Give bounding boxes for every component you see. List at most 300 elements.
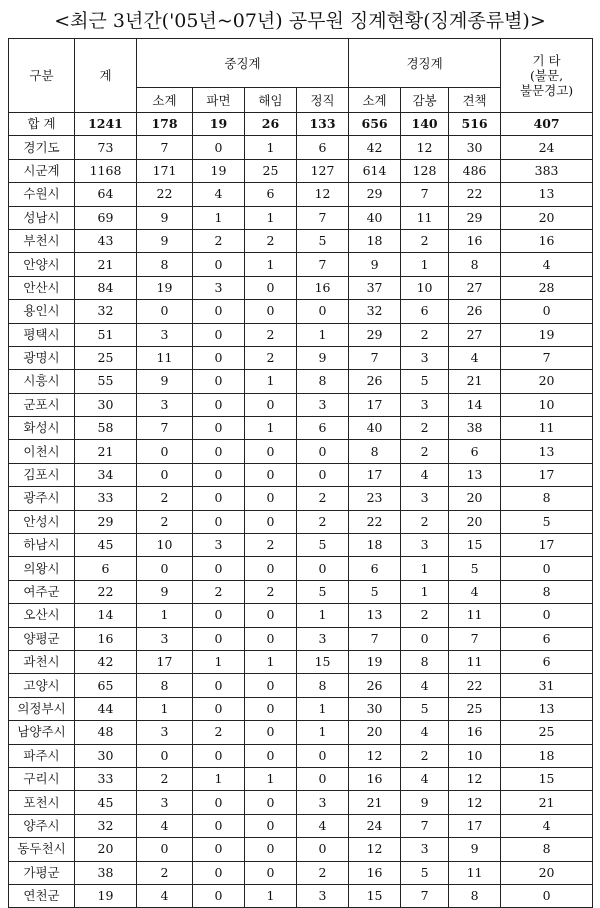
table-cell: 0 (501, 884, 593, 907)
row-label: 연천군 (9, 884, 75, 907)
table-cell: 26 (449, 300, 501, 323)
table-body (9, 113, 593, 908)
table-cell: 10 (401, 276, 449, 299)
table-cell: 45 (75, 534, 137, 557)
table-row (9, 557, 593, 580)
table-cell: 8 (137, 674, 193, 697)
table-cell: 2 (401, 510, 449, 533)
row-label: 시군계 (9, 159, 75, 182)
table-row (9, 136, 593, 159)
table-row (9, 206, 593, 229)
table-row (9, 417, 593, 440)
table-cell: 1 (245, 767, 297, 790)
table-cell: 11 (449, 604, 501, 627)
row-label: 하남시 (9, 534, 75, 557)
table-cell: 3 (401, 393, 449, 416)
table-cell: 1 (401, 557, 449, 580)
table-cell: 12 (349, 744, 401, 767)
row-label: 동두천시 (9, 838, 75, 861)
table-cell: 1 (245, 650, 297, 673)
table-cell: 14 (75, 604, 137, 627)
table-cell: 407 (501, 113, 593, 136)
table-cell: 16 (297, 276, 349, 299)
table-cell: 614 (349, 159, 401, 182)
subheader-cell: 소계 (137, 88, 193, 113)
table-cell: 28 (501, 276, 593, 299)
table-cell: 32 (75, 300, 137, 323)
table-cell: 0 (245, 744, 297, 767)
table-cell: 1 (297, 604, 349, 627)
table-cell: 9 (137, 580, 193, 603)
table-cell: 32 (349, 300, 401, 323)
row-label: 군포시 (9, 393, 75, 416)
table-cell: 30 (449, 136, 501, 159)
subheader-cell: 소계 (349, 88, 401, 113)
table-cell: 11 (449, 861, 501, 884)
table-cell: 1 (245, 206, 297, 229)
table-cell: 0 (193, 370, 245, 393)
table-cell: 0 (193, 440, 245, 463)
table-cell: 2 (401, 440, 449, 463)
table-cell: 21 (75, 440, 137, 463)
table-cell: 37 (349, 276, 401, 299)
row-label: 수원시 (9, 183, 75, 206)
table-cell: 30 (349, 697, 401, 720)
table-cell: 0 (193, 814, 245, 837)
table-cell: 0 (297, 440, 349, 463)
table-cell: 38 (449, 417, 501, 440)
table-cell: 2 (401, 229, 449, 252)
table-cell: 2 (245, 534, 297, 557)
table-cell: 0 (193, 557, 245, 580)
table-cell: 22 (137, 183, 193, 206)
table-cell: 48 (75, 721, 137, 744)
table-cell: 4 (401, 767, 449, 790)
row-label: 부천시 (9, 229, 75, 252)
table-cell: 6 (501, 650, 593, 673)
subheader-cell: 견책 (449, 88, 501, 113)
table-cell: 17 (137, 650, 193, 673)
table-cell: 29 (349, 323, 401, 346)
header-light-discipline: 경징계 (349, 39, 501, 88)
table-row (9, 510, 593, 533)
table-cell: 5 (401, 697, 449, 720)
table-cell: 55 (75, 370, 137, 393)
table-cell: 0 (193, 838, 245, 861)
table-cell: 0 (193, 300, 245, 323)
table-cell: 1 (245, 884, 297, 907)
table-row (9, 697, 593, 720)
table-cell: 1 (245, 253, 297, 276)
header-etc-line: 불문경고) (519, 83, 574, 98)
table-cell: 31 (501, 674, 593, 697)
table-cell: 8 (501, 580, 593, 603)
table-cell: 2 (193, 580, 245, 603)
table-cell: 73 (75, 136, 137, 159)
table-row (9, 604, 593, 627)
table-cell: 2 (401, 604, 449, 627)
table-cell: 0 (297, 744, 349, 767)
table-cell: 13 (449, 463, 501, 486)
table-row (9, 838, 593, 861)
header-total: 계 (75, 39, 137, 113)
table-cell: 17 (449, 814, 501, 837)
table-cell: 27 (449, 323, 501, 346)
table-cell: 23 (349, 487, 401, 510)
table-cell: 0 (193, 487, 245, 510)
table-cell: 20 (501, 861, 593, 884)
table-cell: 19 (501, 323, 593, 346)
header-heavy-discipline: 중징계 (137, 39, 349, 88)
table-cell: 0 (193, 674, 245, 697)
row-label: 파주시 (9, 744, 75, 767)
table-cell: 4 (297, 814, 349, 837)
row-label: 포천시 (9, 791, 75, 814)
table-cell: 40 (349, 417, 401, 440)
table-row (9, 393, 593, 416)
table-cell: 20 (449, 510, 501, 533)
table-cell: 5 (501, 510, 593, 533)
table-cell: 26 (349, 370, 401, 393)
table-cell: 17 (349, 393, 401, 416)
table-cell: 7 (349, 627, 401, 650)
table-cell: 1241 (75, 113, 137, 136)
row-label: 여주군 (9, 580, 75, 603)
table-cell: 7 (449, 627, 501, 650)
table-cell: 20 (75, 838, 137, 861)
row-label: 가평군 (9, 861, 75, 884)
table-cell: 8 (501, 838, 593, 861)
table-cell: 44 (75, 697, 137, 720)
table-cell: 12 (449, 767, 501, 790)
row-label: 안양시 (9, 253, 75, 276)
table-cell: 29 (75, 510, 137, 533)
table-cell: 383 (501, 159, 593, 182)
table-cell: 0 (297, 300, 349, 323)
subheader-cell: 파면 (193, 88, 245, 113)
table-cell: 0 (501, 604, 593, 627)
table-cell: 65 (75, 674, 137, 697)
table-cell: 2 (137, 487, 193, 510)
table-cell: 0 (193, 791, 245, 814)
table-cell: 1 (193, 206, 245, 229)
table-cell: 0 (193, 884, 245, 907)
table-cell: 20 (501, 206, 593, 229)
table-cell: 1 (245, 370, 297, 393)
table-cell: 2 (137, 767, 193, 790)
table-cell: 9 (297, 346, 349, 369)
table-cell: 19 (137, 276, 193, 299)
row-label: 화성시 (9, 417, 75, 440)
table-row (9, 346, 593, 369)
table-cell: 0 (193, 604, 245, 627)
table-row (9, 861, 593, 884)
table-row (9, 253, 593, 276)
table-row (9, 674, 593, 697)
subheader-cell: 해임 (245, 88, 297, 113)
table-cell: 3 (297, 393, 349, 416)
table-cell: 33 (75, 767, 137, 790)
table-row (9, 767, 593, 790)
table-row (9, 580, 593, 603)
table-cell: 13 (349, 604, 401, 627)
table-cell: 0 (193, 253, 245, 276)
table-row (9, 440, 593, 463)
table-cell: 20 (449, 487, 501, 510)
table-cell: 3 (401, 487, 449, 510)
page-title: <최근 3년간('05년~07년) 공무원 징계현황(징계종류별)> (54, 10, 546, 32)
table-cell: 14 (449, 393, 501, 416)
table-cell: 3 (137, 627, 193, 650)
table-cell: 0 (297, 557, 349, 580)
table-cell: 15 (501, 767, 593, 790)
table-cell: 8 (297, 370, 349, 393)
table-cell: 19 (193, 113, 245, 136)
table-cell: 133 (297, 113, 349, 136)
row-label: 광주시 (9, 487, 75, 510)
table-cell: 5 (401, 370, 449, 393)
table-cell: 29 (349, 183, 401, 206)
table-cell: 19 (193, 159, 245, 182)
table-cell: 7 (401, 183, 449, 206)
table-cell: 486 (449, 159, 501, 182)
table-cell: 6 (245, 183, 297, 206)
table-cell: 0 (137, 440, 193, 463)
header-category: 구분 (9, 39, 75, 113)
table-cell: 8 (449, 884, 501, 907)
table-cell: 7 (501, 346, 593, 369)
table-cell: 8 (401, 650, 449, 673)
table-cell: 27 (449, 276, 501, 299)
table-cell: 0 (193, 697, 245, 720)
table-cell: 0 (245, 440, 297, 463)
table-cell: 7 (349, 346, 401, 369)
table-cell: 2 (401, 323, 449, 346)
table-cell: 7 (297, 206, 349, 229)
table-cell: 15 (349, 884, 401, 907)
table-cell: 22 (349, 510, 401, 533)
table-row (9, 744, 593, 767)
table-cell: 18 (349, 534, 401, 557)
table-cell: 2 (297, 510, 349, 533)
table-row (9, 627, 593, 650)
table-cell: 7 (297, 253, 349, 276)
table-cell: 20 (349, 721, 401, 744)
table-cell: 26 (245, 113, 297, 136)
table-cell: 11 (501, 417, 593, 440)
row-label: 이천시 (9, 440, 75, 463)
table-cell: 1 (297, 323, 349, 346)
table-cell: 5 (297, 534, 349, 557)
table-cell: 26 (349, 674, 401, 697)
table-cell: 5 (297, 580, 349, 603)
table-cell: 16 (349, 861, 401, 884)
table-cell: 4 (137, 884, 193, 907)
table-cell: 0 (245, 300, 297, 323)
table-cell: 45 (75, 791, 137, 814)
row-label: 안산시 (9, 276, 75, 299)
table-cell: 24 (349, 814, 401, 837)
table-cell: 656 (349, 113, 401, 136)
table-cell: 4 (137, 814, 193, 837)
table-cell: 5 (449, 557, 501, 580)
table-cell: 1 (245, 417, 297, 440)
table-row (9, 463, 593, 486)
table-cell: 17 (349, 463, 401, 486)
row-label: 양평군 (9, 627, 75, 650)
table-cell: 128 (401, 159, 449, 182)
table-cell: 0 (501, 557, 593, 580)
table-cell: 0 (245, 838, 297, 861)
table-cell: 25 (501, 721, 593, 744)
row-label: 김포시 (9, 463, 75, 486)
table-cell: 6 (349, 557, 401, 580)
table-cell: 11 (449, 650, 501, 673)
table-cell: 0 (245, 510, 297, 533)
table-cell: 12 (297, 183, 349, 206)
table-cell: 7 (137, 417, 193, 440)
table-cell: 21 (501, 791, 593, 814)
table-cell: 8 (501, 487, 593, 510)
table-cell: 6 (449, 440, 501, 463)
table-cell: 22 (75, 580, 137, 603)
table-cell: 51 (75, 323, 137, 346)
header-etc-line: (불문, (530, 68, 564, 83)
table-cell: 9 (137, 206, 193, 229)
total-row (9, 113, 593, 136)
table-cell: 4 (401, 674, 449, 697)
row-label: 양주시 (9, 814, 75, 837)
table-row (9, 300, 593, 323)
table-cell: 13 (501, 440, 593, 463)
table-cell: 6 (297, 136, 349, 159)
table-cell: 2 (401, 417, 449, 440)
table-cell: 16 (501, 229, 593, 252)
row-label: 합 계 (9, 113, 75, 136)
table-cell: 9 (401, 791, 449, 814)
table-cell: 8 (449, 253, 501, 276)
table-cell: 16 (349, 767, 401, 790)
table-cell: 171 (137, 159, 193, 182)
row-label: 시흥시 (9, 370, 75, 393)
table-cell: 2 (137, 510, 193, 533)
table-row (9, 370, 593, 393)
table-cell: 1 (297, 721, 349, 744)
row-label: 평택시 (9, 323, 75, 346)
table-cell: 3 (297, 884, 349, 907)
table-cell: 12 (349, 838, 401, 861)
table-cell: 33 (75, 487, 137, 510)
table-cell: 3 (401, 838, 449, 861)
table-cell: 1 (137, 604, 193, 627)
table-cell: 22 (449, 183, 501, 206)
table-cell: 19 (75, 884, 137, 907)
table-row (9, 487, 593, 510)
table-cell: 1 (193, 767, 245, 790)
table-cell: 15 (449, 534, 501, 557)
table-cell: 25 (449, 697, 501, 720)
header-etc-line: 기 타 (532, 53, 561, 68)
table-cell: 42 (75, 650, 137, 673)
table-cell: 25 (75, 346, 137, 369)
table-cell: 6 (401, 300, 449, 323)
table-cell: 2 (297, 861, 349, 884)
table-cell: 8 (349, 440, 401, 463)
table-cell: 12 (401, 136, 449, 159)
table-cell: 0 (245, 393, 297, 416)
table-cell: 30 (75, 393, 137, 416)
table-cell: 10 (137, 534, 193, 557)
table-cell: 0 (193, 417, 245, 440)
table-cell: 7 (137, 136, 193, 159)
header-etc (501, 39, 593, 113)
table-cell: 10 (501, 393, 593, 416)
table-cell: 516 (449, 113, 501, 136)
table-cell: 0 (297, 838, 349, 861)
table-cell: 17 (501, 534, 593, 557)
table-cell: 0 (245, 697, 297, 720)
table-cell: 0 (193, 323, 245, 346)
table-cell: 0 (245, 604, 297, 627)
table-row (9, 721, 593, 744)
table-row (9, 183, 593, 206)
table-cell: 30 (75, 744, 137, 767)
row-label: 용인시 (9, 300, 75, 323)
table-cell: 1 (193, 650, 245, 673)
table-row (9, 276, 593, 299)
table-cell: 0 (137, 300, 193, 323)
table-row (9, 323, 593, 346)
table-cell: 3 (193, 276, 245, 299)
table-cell: 4 (193, 183, 245, 206)
row-label: 의왕시 (9, 557, 75, 580)
table-cell: 1 (137, 697, 193, 720)
table-cell: 0 (193, 744, 245, 767)
table-cell: 178 (137, 113, 193, 136)
table-cell: 9 (137, 229, 193, 252)
table-cell: 20 (501, 370, 593, 393)
table-cell: 0 (193, 510, 245, 533)
table-cell: 1 (401, 253, 449, 276)
row-label: 오산시 (9, 604, 75, 627)
table-cell: 16 (449, 721, 501, 744)
table-cell: 58 (75, 417, 137, 440)
table-cell: 6 (501, 627, 593, 650)
table-cell: 4 (449, 580, 501, 603)
table-cell: 0 (245, 463, 297, 486)
table-cell: 9 (449, 838, 501, 861)
row-label: 과천시 (9, 650, 75, 673)
table-cell: 22 (449, 674, 501, 697)
table-cell: 0 (297, 463, 349, 486)
table-cell: 0 (193, 627, 245, 650)
table-cell: 2 (245, 346, 297, 369)
table-cell: 3 (193, 534, 245, 557)
row-label: 경기도 (9, 136, 75, 159)
row-label: 고양시 (9, 674, 75, 697)
row-label: 안성시 (9, 510, 75, 533)
table-cell: 25 (245, 159, 297, 182)
table-cell: 16 (449, 229, 501, 252)
row-label: 의정부시 (9, 697, 75, 720)
table-cell: 0 (137, 838, 193, 861)
table-cell: 29 (449, 206, 501, 229)
table-cell: 34 (75, 463, 137, 486)
table-cell: 140 (401, 113, 449, 136)
table-cell: 0 (193, 463, 245, 486)
table-cell: 42 (349, 136, 401, 159)
table-cell: 3 (137, 393, 193, 416)
